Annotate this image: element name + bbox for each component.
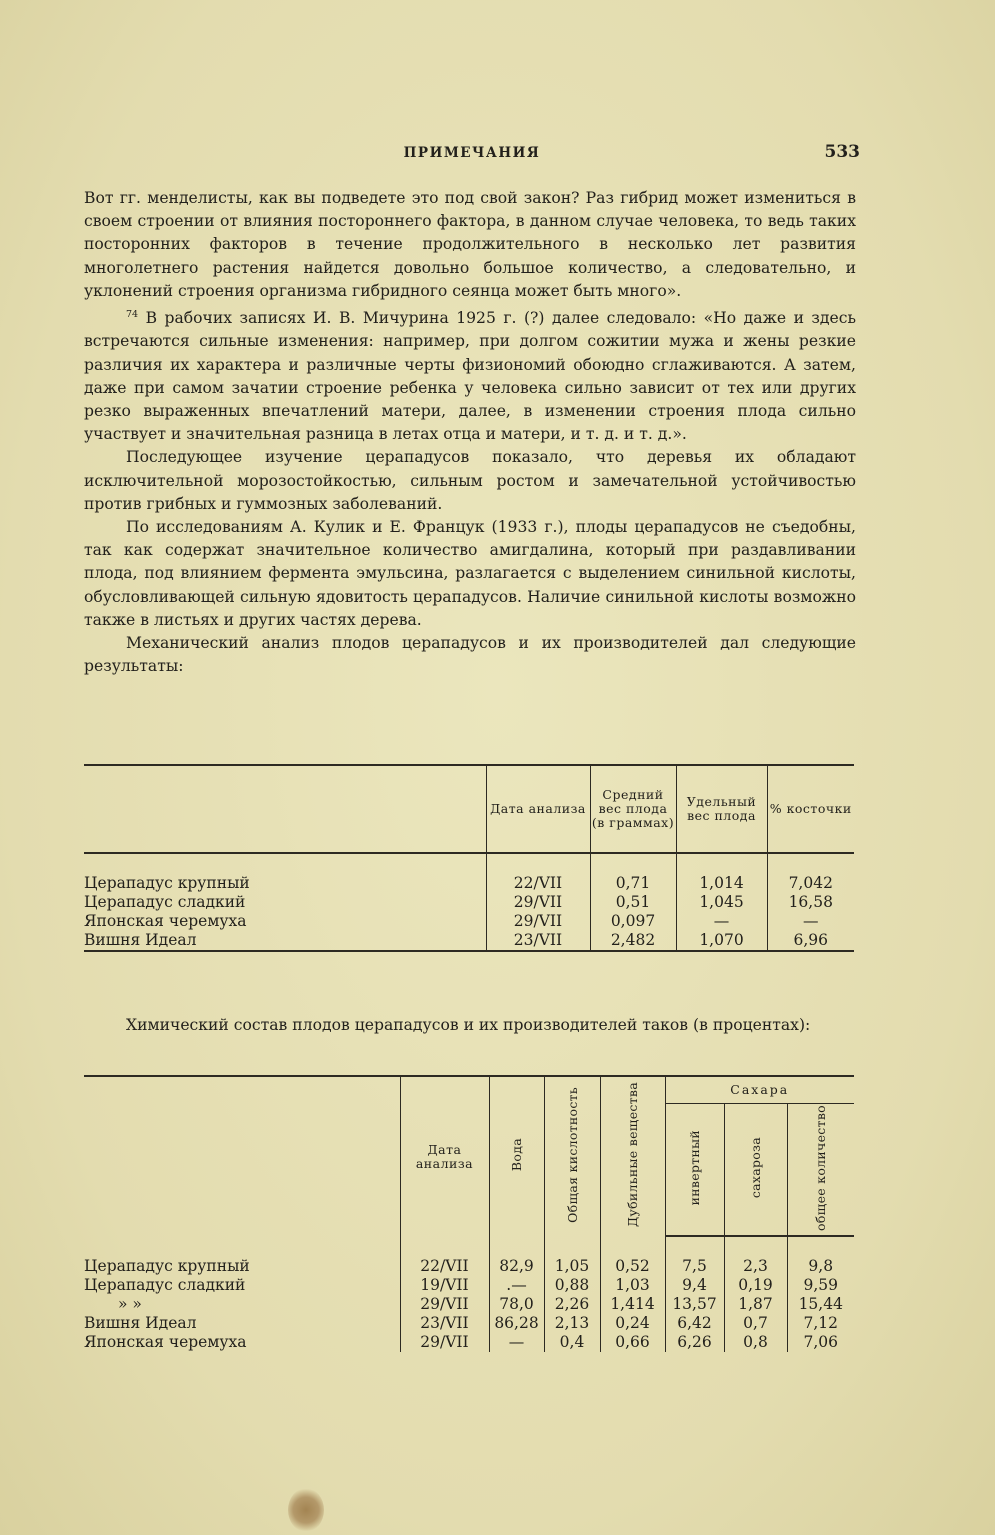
t2-row-tannins: 1,03	[600, 1276, 665, 1295]
chem-intro: Химический состав плодов церападусов и их производителей таков (в процентах):	[126, 1016, 811, 1034]
t1-row-name: Церападус крупный	[84, 874, 250, 892]
paper-stain	[288, 1488, 324, 1532]
t2-row-date: 29/VII	[400, 1333, 489, 1352]
t2-row-invert: 13,57	[665, 1295, 724, 1314]
paragraph-3: Последующее изучение церападусов показало, что деревья их обладают исключительной морозостойкостью, сильным ростом и замечательной устойчивостью против грибных и гуммозных заболеваний.	[84, 448, 856, 513]
t2-header-sucrose	[724, 1104, 787, 1237]
table-row	[84, 893, 854, 912]
t2-row-invert: 7,5	[665, 1257, 724, 1276]
t2-row-sucrose: 1,87	[724, 1295, 787, 1314]
t2-row-water: 78,0	[489, 1295, 544, 1314]
t2-row-sucrose: 0,7	[724, 1314, 787, 1333]
paragraph-1: Вот гг. менделисты, как вы подведете это под свой закон? Раз гибрид может измениться в своем строении от влияния постороннего фактора, в данном случае человека, то ведь таких посторонних факторов в течение продолжительного в несколько лет развития многолетнего растения найдется довольно большое количество, а следовательно, и уклонений строения организма гибридного сеянца может быть много».	[84, 189, 856, 300]
t2-row-acidity: 1,05	[544, 1257, 600, 1276]
t1-row-pit-percent: 16,58	[767, 893, 854, 912]
t2-row-acidity: 2,26	[544, 1295, 600, 1314]
t2-header-sucrose-label: сахароза	[748, 1137, 763, 1199]
t1-row-date: 29/VII	[486, 912, 590, 931]
t2-row-name: » »	[118, 1295, 142, 1313]
t1-row-specific-weight: 1,014	[676, 874, 767, 893]
t2-header-water-label: Вода	[509, 1138, 524, 1172]
t2-row-tannins: 1,414	[600, 1295, 665, 1314]
table-row	[84, 1314, 854, 1333]
t2-header-name	[84, 1076, 400, 1236]
t2-row-acidity: 0,88	[544, 1276, 600, 1295]
t2-header-sugar-group: Сахара	[665, 1076, 854, 1104]
t2-row-tannins: 0,52	[600, 1257, 665, 1276]
t2-row-water: 82,9	[489, 1257, 544, 1276]
t1-row-avg-weight: 2,482	[590, 931, 676, 951]
t1-row-pit-percent: —	[767, 912, 854, 931]
mechanical-analysis-table	[84, 764, 854, 952]
t1-header-avg-weight: Средний вес плода (в граммах)	[590, 765, 676, 853]
t1-row-specific-weight: —	[676, 912, 767, 931]
table-row	[84, 1295, 854, 1314]
body-text	[84, 187, 856, 678]
t2-row-invert: 6,42	[665, 1314, 724, 1333]
t1-header-specific-weight: Удельный вес плода	[676, 765, 767, 853]
paragraph-4: По исследованиям А. Кулик и Е. Францук (1933 г.), плоды церападусов не съедобны, так как содержат значительное количество амигдалина, который при раздавливании плода, под влиянием фермента эмульсина, разлагается с выделением синильной кислоты, обусловливающей сильную ядовитость церападусов. Наличие синильной кислоты возможно также в листьях и других частях дерева.	[84, 518, 856, 629]
t2-row-date: 23/VII	[400, 1314, 489, 1333]
t2-row-name: Церападус сладкий	[84, 1276, 246, 1294]
t2-row-name: Вишня Идеал	[84, 1314, 197, 1332]
t1-header-date: Дата анализа	[486, 765, 590, 853]
chemical-composition-table	[84, 1075, 854, 1352]
t2-row-tannins: 0,66	[600, 1333, 665, 1352]
t2-header-water	[489, 1076, 544, 1236]
t2-row-sucrose: 2,3	[724, 1257, 787, 1276]
t2-row-acidity: 2,13	[544, 1314, 600, 1333]
t2-row-water: .—	[489, 1276, 544, 1295]
table-row	[84, 1333, 854, 1352]
t2-row-water: 86,28	[489, 1314, 544, 1333]
t1-row-date: 29/VII	[486, 893, 590, 912]
table-row	[84, 1276, 854, 1295]
chem-intro-text	[84, 1014, 856, 1037]
t1-row-name: Церападус сладкий	[84, 893, 246, 911]
page-header	[84, 142, 860, 164]
t2-header-total-label: общее количество	[813, 1105, 829, 1231]
t2-header-invert	[665, 1104, 724, 1237]
t2-row-invert: 6,26	[665, 1333, 724, 1352]
t2-row-name: Церападус крупный	[84, 1257, 250, 1275]
t2-row-name: Японская черемуха	[84, 1333, 247, 1351]
t2-row-total: 9,8	[787, 1257, 854, 1276]
t2-header-total	[787, 1104, 854, 1237]
table-row	[84, 912, 854, 931]
t1-row-avg-weight: 0,51	[590, 893, 676, 912]
t2-header-acidity	[544, 1076, 600, 1236]
t1-row-pit-percent: 7,042	[767, 874, 854, 893]
paragraph-2-text: В рабочих записях И. В. Мичурина 1925 г. (?) далее следовало: «Но даже и здесь встречаются сильные изменения: например, при долгом сожитии мужа и жены резкие различия их характера и различные черты физиономий обоюдно сглаживаются. А затем, даже при самом зачатии строение ребенка у человека сильно зависит от тех или других резко выраженных впечатлений матери, далее, в изменении строения плода сильно участвует и значительная разница в летах отца и матери, и т. д. и т. д.».	[84, 309, 856, 444]
t1-row-pit-percent: 6,96	[767, 931, 854, 951]
t1-row-name: Японская черемуха	[84, 912, 247, 930]
t2-row-total: 9,59	[787, 1276, 854, 1295]
t2-header-invert-label: инвертный	[687, 1130, 702, 1206]
t2-row-sucrose: 0,19	[724, 1276, 787, 1295]
t1-header-pit-percent: % косточки	[767, 765, 854, 853]
t1-row-avg-weight: 0,097	[590, 912, 676, 931]
t2-row-water: —	[489, 1333, 544, 1352]
t2-row-total: 7,12	[787, 1314, 854, 1333]
t2-row-invert: 9,4	[665, 1276, 724, 1295]
t2-row-total: 15,44	[787, 1295, 854, 1314]
t2-row-acidity: 0,4	[544, 1333, 600, 1352]
t1-row-specific-weight: 1,045	[676, 893, 767, 912]
t1-row-name: Вишня Идеал	[84, 931, 486, 951]
t2-row-date: 19/VII	[400, 1276, 489, 1295]
t1-row-specific-weight: 1,070	[676, 931, 767, 951]
paragraph-5: Механический анализ плодов церападусов и их производителей дал следующие результаты:	[84, 634, 856, 676]
t2-header-tannins	[600, 1076, 665, 1236]
page-number: 533	[824, 142, 860, 162]
table-row	[84, 1257, 854, 1276]
t2-row-date: 22/VII	[400, 1257, 489, 1276]
t2-header-tannins-label: Дубильные вещества	[625, 1082, 640, 1228]
t1-row-date: 23/VII	[486, 931, 590, 951]
t1-header-name	[84, 765, 486, 853]
t2-row-total: 7,06	[787, 1333, 854, 1352]
t2-row-tannins: 0,24	[600, 1314, 665, 1333]
footnote-number: 74	[126, 309, 139, 321]
t2-row-date: 29/VII	[400, 1295, 489, 1314]
running-title: ПРИМЕЧАНИЯ	[403, 145, 541, 161]
t2-header-acidity-label: Общая кислотность	[564, 1087, 580, 1223]
table-row	[84, 874, 854, 893]
t2-row-sucrose: 0,8	[724, 1333, 787, 1352]
t2-header-date: Дата анализа	[400, 1076, 489, 1236]
table-row	[84, 931, 854, 951]
paragraph-2	[84, 303, 856, 446]
t1-row-date: 22/VII	[486, 874, 590, 893]
t1-row-avg-weight: 0,71	[590, 874, 676, 893]
